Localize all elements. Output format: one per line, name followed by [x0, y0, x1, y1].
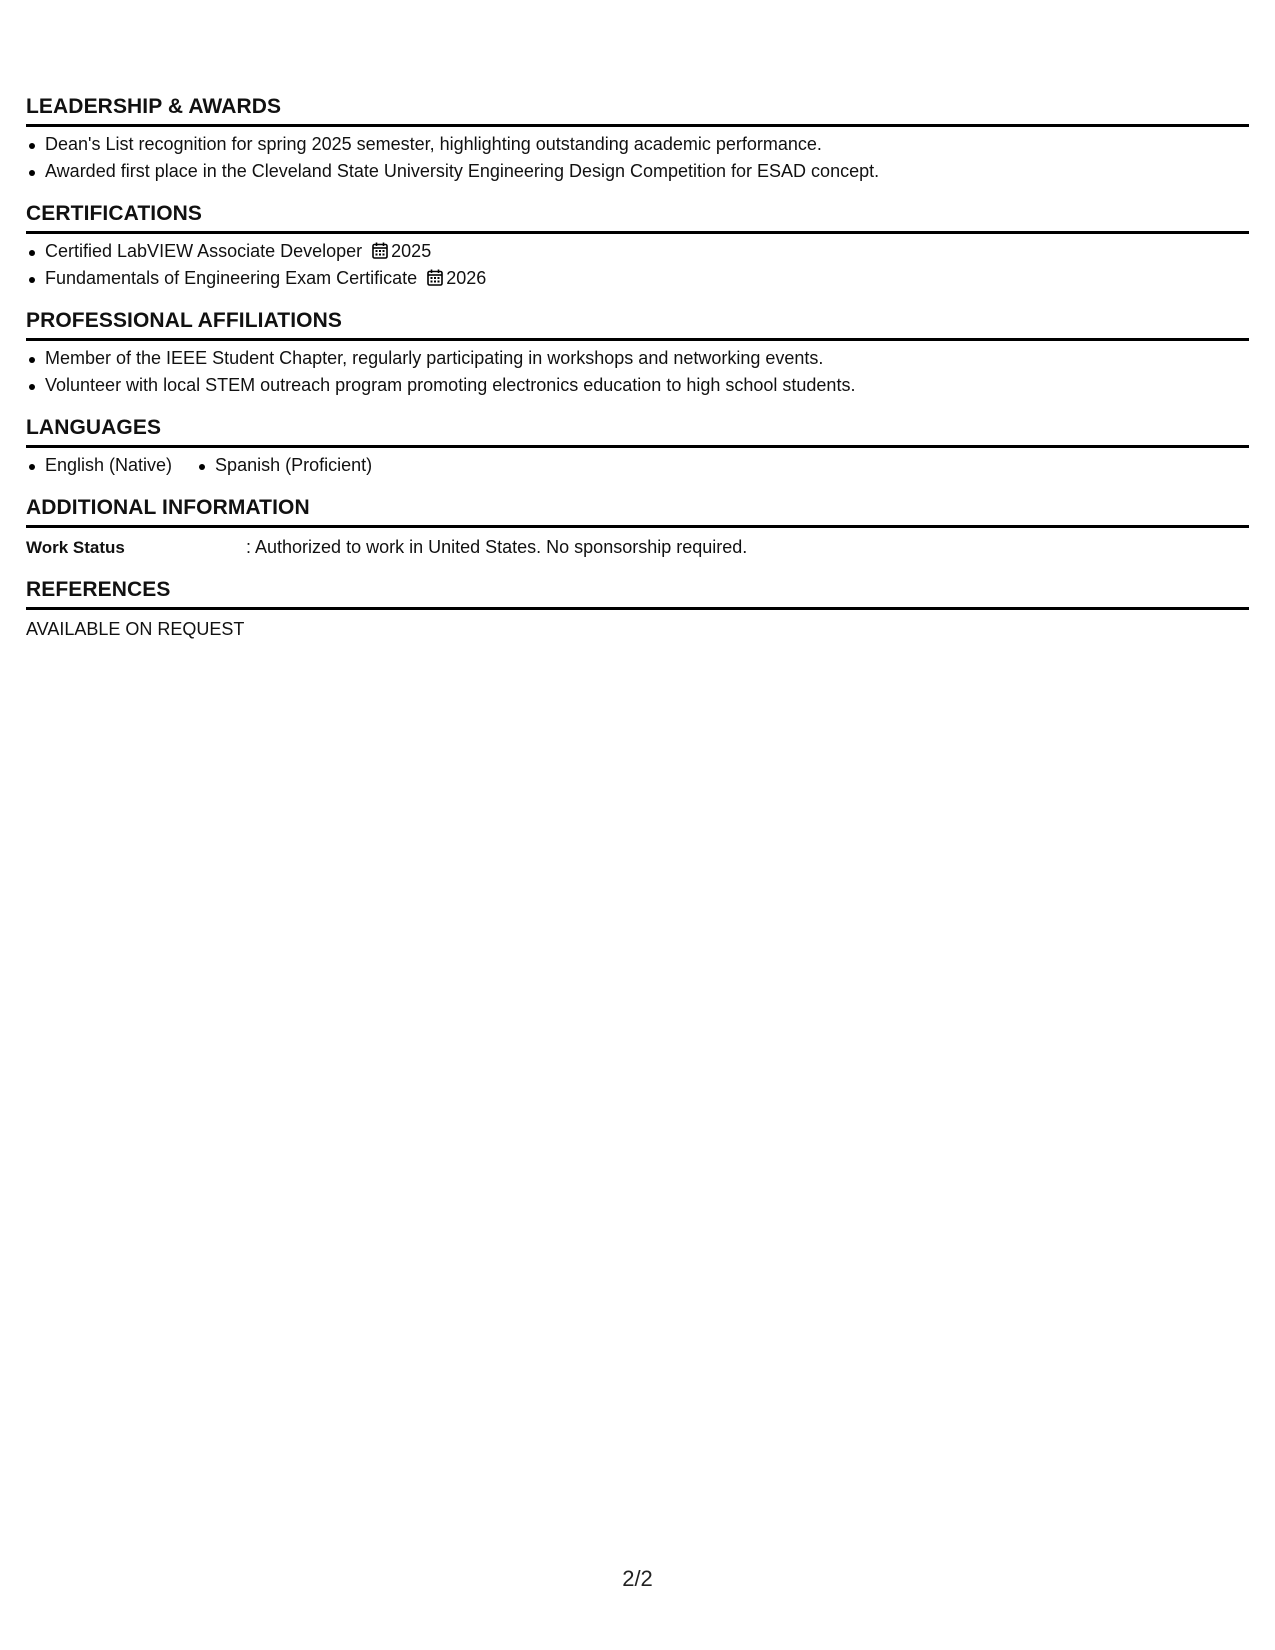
leadership-heading: LEADERSHIP & AWARDS	[26, 94, 1249, 127]
affiliations-list	[26, 345, 1249, 399]
additional-info-section	[26, 495, 1249, 561]
certification-year: 2025	[391, 241, 432, 261]
certification-name: Certified LabVIEW Associate Developer	[45, 241, 363, 261]
leadership-list	[26, 131, 1249, 185]
references-section	[26, 577, 1249, 643]
work-status-row	[26, 534, 1249, 561]
work-status-value: : Authorized to work in United States. No sponsorship required.	[246, 537, 748, 557]
affiliations-heading: PROFESSIONAL AFFILIATIONS	[26, 308, 1249, 341]
languages-heading: LANGUAGES	[26, 415, 1249, 448]
language-item: Spanish (Proficient)	[196, 452, 372, 479]
certifications-list	[26, 238, 1249, 292]
languages-section	[26, 415, 1249, 479]
page-number: 2/2	[622, 1566, 653, 1591]
languages-list	[26, 452, 1249, 479]
affiliations-section	[26, 308, 1249, 399]
leadership-item: Dean's List recognition for spring 2025 semester, highlighting outstanding academic performance.	[26, 131, 1249, 158]
calendar-icon	[427, 269, 443, 286]
certification-year: 2026	[446, 268, 487, 288]
certifications-heading: CERTIFICATIONS	[26, 201, 1249, 234]
work-status-label: Work Status	[26, 538, 125, 557]
additional-info-heading: ADDITIONAL INFORMATION	[26, 495, 1249, 528]
references-text: AVAILABLE ON REQUEST	[26, 619, 245, 639]
resume-page	[26, 94, 1249, 643]
affiliation-item: Volunteer with local STEM outreach program promoting electronics education to high school students.	[26, 372, 1249, 399]
calendar-icon	[372, 242, 388, 259]
certifications-section	[26, 201, 1249, 292]
language-item: English (Native)	[26, 452, 172, 479]
references-heading: REFERENCES	[26, 577, 1249, 610]
certification-item	[26, 265, 1249, 292]
affiliation-item: Member of the IEEE Student Chapter, regularly participating in workshops and networking events.	[26, 345, 1249, 372]
certification-name: Fundamentals of Engineering Exam Certificate	[45, 268, 418, 288]
certification-item	[26, 238, 1249, 265]
leadership-section	[26, 94, 1249, 185]
leadership-item: Awarded first place in the Cleveland State University Engineering Design Competition for ESAD concept.	[26, 158, 1249, 185]
